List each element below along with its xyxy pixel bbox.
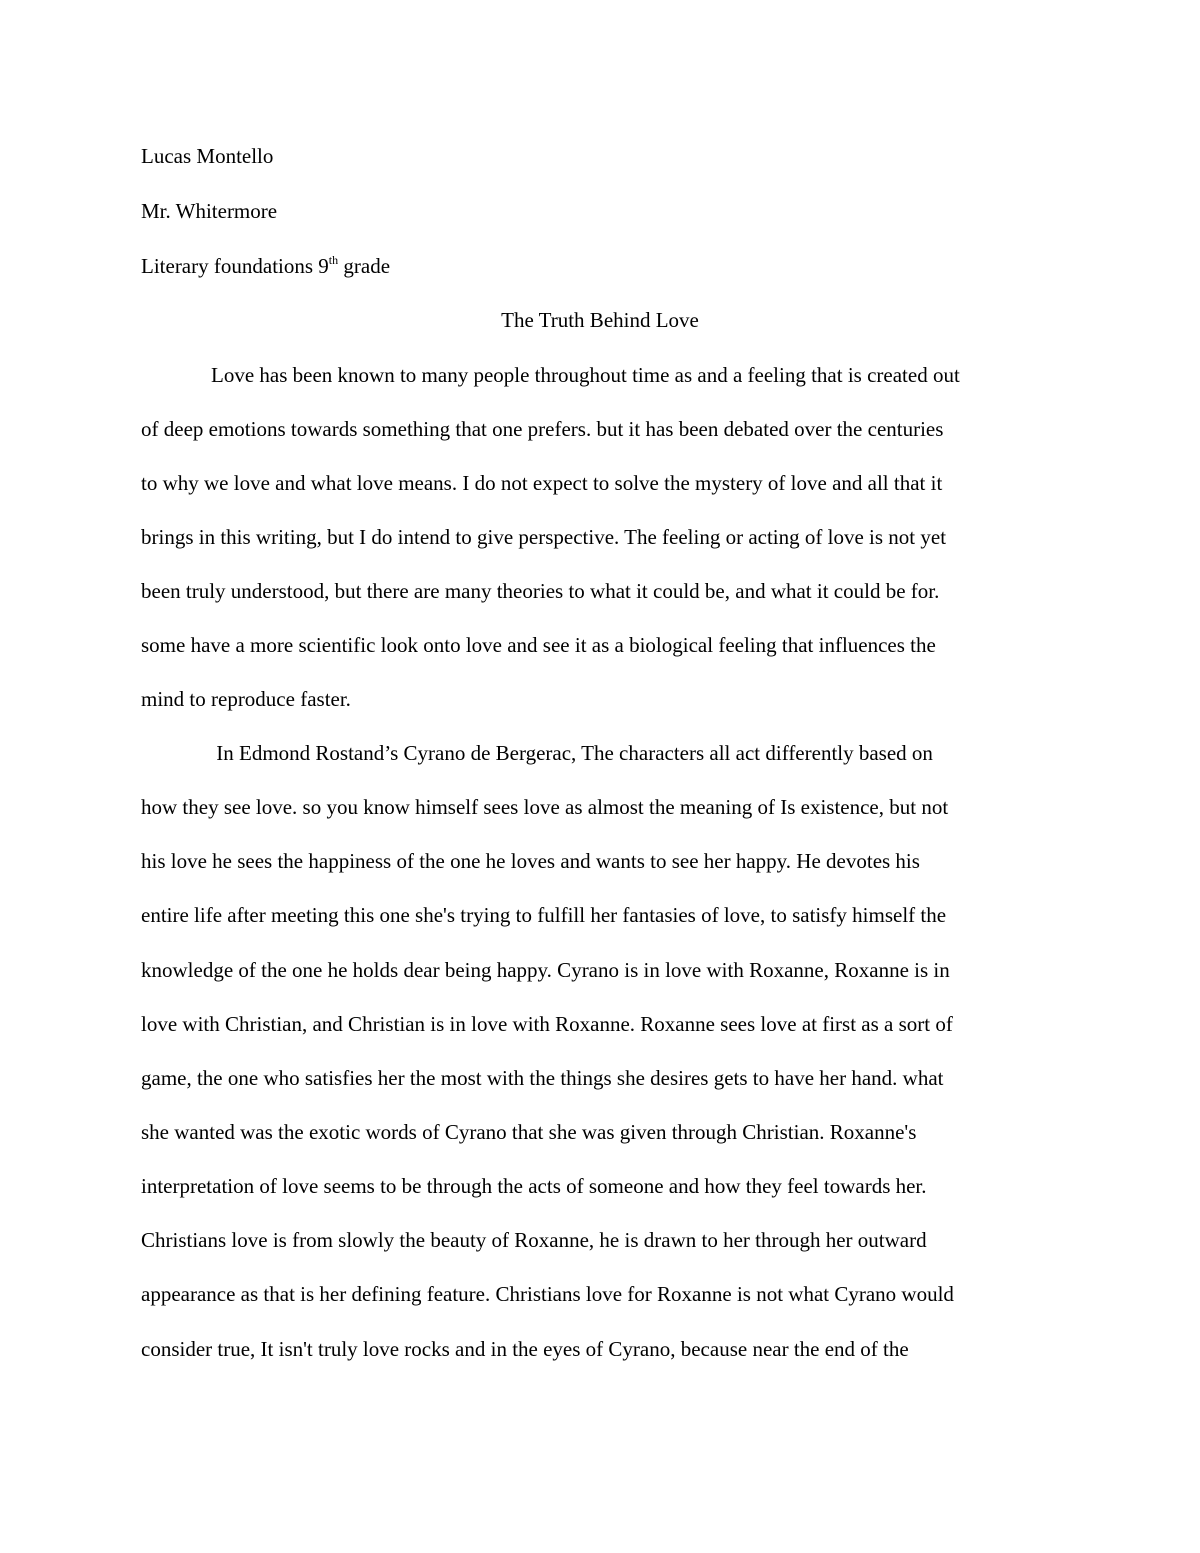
body-line: appearance as that is her defining feature. Christians love for Roxanne is not what Cyrano would xyxy=(141,1282,954,1306)
body-line: interpretation of love seems to be through the acts of someone and how they feel towards her. xyxy=(141,1174,927,1198)
course-line xyxy=(141,253,390,279)
body-line: to why we love and what love means. I do not expect to solve the mystery of love and all that it xyxy=(141,471,943,495)
essay-title: The Truth Behind Love xyxy=(501,308,699,332)
body-line: she wanted was the exotic words of Cyrano that she was given through Christian. Roxanne's xyxy=(141,1120,917,1144)
course-superscript: th xyxy=(328,253,339,267)
body-line: mind to reproduce faster. xyxy=(141,687,351,711)
body-line: love with Christian, and Christian is in love with Roxanne. Roxanne sees love at first as a sort of xyxy=(141,1012,953,1036)
body-line: his love he sees the happiness of the one he loves and wants to see her happy. He devotes his xyxy=(141,849,920,873)
body-line: Christians love is from slowly the beauty of Roxanne, he is drawn to her through her outward xyxy=(141,1228,927,1252)
body-line: brings in this writing, but I do intend to give perspective. The feeling or acting of love is not yet xyxy=(141,525,947,549)
body-line: game, the one who satisfies her the most with the things she desires gets to have her hand. what xyxy=(141,1066,944,1090)
body-line: some have a more scientific look onto love and see it as a biological feeling that influences the xyxy=(141,633,936,657)
body-line: been truly understood, but there are many theories to what it could be, and what it could be for. xyxy=(141,579,940,603)
course-grade: grade xyxy=(338,254,391,278)
body-line: of deep emotions towards something that one prefers. but it has been debated over the centuries xyxy=(141,417,944,441)
body-line: In Edmond Rostand’s Cyrano de Bergerac, The characters all act differently based on xyxy=(211,741,933,765)
body-line: consider true, It isn't truly love rocks and in the eyes of Cyrano, because near the end of the xyxy=(141,1337,909,1361)
course-name: Literary foundations 9 xyxy=(141,254,329,278)
body-line: how they see love. so you know himself sees love as almost the meaning of Is existence, but not xyxy=(141,795,949,819)
student-name: Lucas Montello xyxy=(141,144,274,168)
body-line: knowledge of the one he holds dear being happy. Cyrano is in love with Roxanne, Roxanne is in xyxy=(141,958,950,982)
body-line: entire life after meeting this one she's trying to fulfill her fantasies of love, to satisfy himself the xyxy=(141,903,947,927)
body-line: Love has been known to many people throughout time as and a feeling that is created out xyxy=(211,363,960,387)
teacher-name: Mr. Whitermore xyxy=(141,199,278,223)
